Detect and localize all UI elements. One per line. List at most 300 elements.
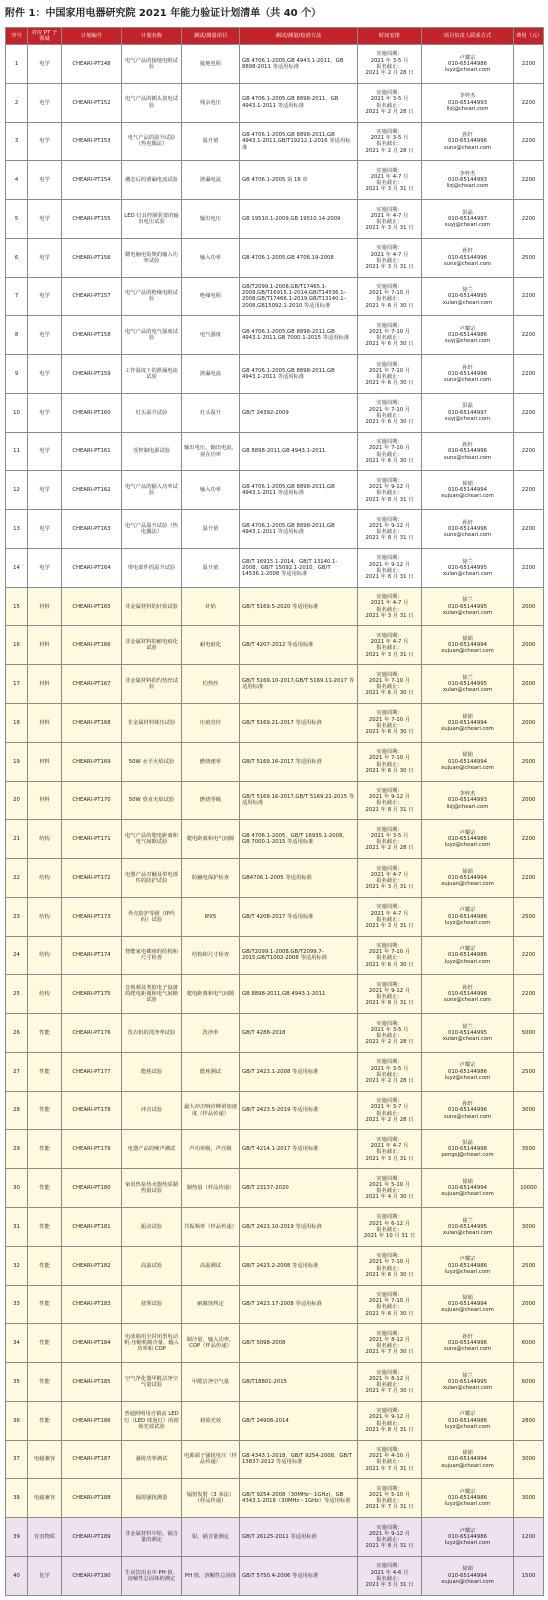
plan-code: CHEARI-PT179	[62, 1130, 122, 1169]
plan-code: CHEARI-PT157	[62, 277, 122, 316]
row-number: 8	[6, 316, 28, 355]
contact-email: luyz@cheari.com	[444, 1501, 491, 1508]
test-method: GB/T 2423.17-2008 等适用标准	[240, 1285, 358, 1324]
contact-cell	[422, 626, 514, 665]
test-method: GB 4706.1-2005,GB 4943.1-2011，GB 8898-2011 等适用标准	[240, 45, 358, 84]
contact-phone: 010-65144994	[448, 1456, 487, 1463]
plan-name: 电气产品的输入功率试验	[122, 471, 182, 510]
contact-person: 徐娟	[462, 713, 473, 720]
fee: 2200	[514, 975, 544, 1014]
header-field: 对应 PT 子领域	[28, 28, 62, 45]
table-row	[6, 1363, 544, 1402]
table-row	[6, 161, 544, 200]
table-row	[6, 432, 544, 471]
schedule-cell	[358, 1169, 422, 1208]
table-row	[6, 1401, 544, 1440]
table-row	[6, 471, 544, 510]
pt-field: 电学	[28, 238, 62, 277]
test-method: GB/T 2423.2-2008 等适用标准	[240, 1246, 358, 1285]
contact-email: xujuan@cheari.com	[441, 726, 494, 732]
contact-cell	[422, 200, 514, 239]
table-row	[6, 1479, 544, 1518]
schedule-line: 实施周期：	[376, 710, 403, 717]
schedule-line: 实施周期：	[376, 1408, 403, 1415]
row-number: 26	[6, 1014, 28, 1053]
contact-phone: 010-65144994	[448, 1184, 487, 1191]
fee: 2000	[514, 781, 544, 820]
plan-name: 带电部件的温升试验	[122, 548, 182, 587]
test-item: 制热量（样品传递）	[182, 1169, 240, 1208]
contact-phone: 010-65144998	[448, 1146, 487, 1153]
fee: 3000	[514, 1207, 544, 1246]
schedule-line: 2021 年 9-12 月	[368, 794, 411, 801]
contact-cell	[422, 122, 514, 161]
plan-name: 普通照明用自镇流 LED 灯（LED 球泡灯）的初始光效试验	[122, 1401, 182, 1440]
contact-cell	[422, 859, 514, 898]
schedule-line: 2021 年 3 月 31 日	[365, 922, 414, 929]
fee: 2200	[514, 355, 544, 394]
fee: 2200	[514, 45, 544, 84]
schedule-line: 报名截止：	[376, 141, 403, 148]
header-item: 测试/测量项目	[182, 28, 240, 45]
contact-email: xujuan@cheari.com	[441, 648, 494, 655]
contact-phone: 010-65144994	[448, 487, 487, 494]
pt-field: 电磁兼容	[28, 1479, 62, 1518]
schedule-line: 2021 年 5-10 月	[368, 1181, 411, 1188]
schedule-line: 实施周期：	[376, 943, 403, 950]
contact-email: xujuan@cheari.com	[441, 1462, 494, 1469]
schedule-line: 2021 年 6 月 30 日	[365, 418, 414, 425]
test-item: 甲醛洁净空气量	[182, 1363, 240, 1402]
schedule-line: 实施周期：	[376, 1524, 403, 1531]
plan-name: 非金属材料的灼热丝试验	[122, 665, 182, 704]
contact-email: sunx@cheari.com	[443, 997, 492, 1004]
schedule-line: 2021 年 9-12 月	[368, 1414, 411, 1421]
contact-cell	[422, 548, 514, 587]
plan-name: 智能家电插座的结构和尺寸检查	[122, 936, 182, 975]
schedule-line: 2021 年 6 月 30 日	[365, 380, 414, 387]
schedule-line: 2021 年 6 月 30 日	[365, 767, 414, 774]
header-schedule: 时间安排	[358, 28, 422, 45]
contact-cell	[422, 936, 514, 975]
row-number: 29	[6, 1130, 28, 1169]
contact-person: 卢耀宗	[459, 1411, 476, 1418]
schedule-cell	[358, 510, 422, 549]
row-number: 40	[6, 1556, 28, 1595]
table-row	[6, 393, 544, 432]
schedule-line: 报名截止：	[376, 335, 403, 342]
contact-cell	[422, 510, 514, 549]
schedule-line: 实施周期：	[376, 284, 403, 291]
fee: 2000	[514, 704, 544, 743]
schedule-cell	[358, 1052, 422, 1091]
schedule-line: 2021 年 4-7 月	[370, 910, 409, 917]
header-code: 计划编号	[62, 28, 122, 45]
contact-person: 彭磊	[462, 209, 473, 216]
schedule-cell	[358, 471, 422, 510]
plan-code: CHEARI-PT166	[62, 626, 122, 665]
schedule-cell	[358, 1363, 422, 1402]
schedule-cell	[358, 704, 422, 743]
plan-name: 电气产品的接地电阻试验	[122, 45, 182, 84]
contact-phone: 010-65144996	[448, 991, 487, 998]
schedule-line: 报名截止：	[376, 1265, 403, 1272]
schedule-line: 报名截止：	[376, 374, 403, 380]
schedule-line: 实施周期：	[376, 1291, 403, 1298]
plan-code: CHEARI-PT178	[62, 1091, 122, 1130]
test-method: GB/T 23137-2020	[240, 1169, 358, 1208]
schedule-line: 实施周期：	[376, 1369, 403, 1376]
test-item: 温升值	[182, 548, 240, 587]
contact-cell	[422, 83, 514, 122]
test-item: 泄漏电流	[182, 355, 240, 394]
contact-email: xujuan@cheari.com	[441, 1307, 494, 1314]
schedule-cell	[358, 355, 422, 394]
test-item: 绝缘电阻	[182, 277, 240, 316]
test-method: GB 4706.1-2005,GB 8898-2011,GB 4943.1-2011,GB 7000.1-2015 等适用标准	[240, 316, 358, 355]
contact-cell	[422, 1207, 514, 1246]
plan-code: CHEARI-PT148	[62, 45, 122, 84]
plan-name: 非金属材料球压试验	[122, 704, 182, 743]
table-row	[6, 355, 544, 394]
contact-cell	[422, 161, 514, 200]
test-method: GB/T 5169.10-2017,GB/T 5169.11-2017 等适用标准	[240, 665, 358, 704]
table-row	[6, 510, 544, 549]
schedule-line: 实施周期：	[376, 1214, 403, 1221]
schedule-line: 2021 年 8 月 31 日	[365, 1426, 414, 1433]
pt-field: 材料	[28, 626, 62, 665]
schedule-line: 报名截止：	[376, 1188, 403, 1195]
row-number: 16	[6, 626, 28, 665]
test-method: GB/T 4207-2012 等适用标准	[240, 626, 358, 665]
schedule-line: 2021 年 2 月 28 日	[365, 147, 414, 154]
contact-phone: 010-65144995	[448, 1223, 487, 1230]
schedule-line: 2021 年 7-10 月	[368, 716, 411, 723]
schedule-line: 实施周期：	[376, 51, 403, 58]
pt-field: 性能	[28, 1091, 62, 1130]
pt-field: 材料	[28, 704, 62, 743]
contact-phone: 010-65144986	[448, 1495, 487, 1502]
plan-name: 非金属材料中铅、镉含量的测定	[122, 1518, 182, 1557]
contact-cell	[422, 238, 514, 277]
contact-phone: 010-65144996	[448, 138, 487, 145]
schedule-cell	[358, 1324, 422, 1363]
plan-name: 工作温度下的泄漏电流试验	[122, 355, 182, 394]
schedule-cell	[358, 1130, 422, 1169]
contact-cell	[422, 432, 514, 471]
pt-field: 性能	[28, 1401, 62, 1440]
contact-cell	[422, 1401, 514, 1440]
contact-email: sunx@cheari.com	[443, 1346, 492, 1353]
schedule-line: 2021 年 3-5 月	[370, 135, 409, 142]
schedule-line: 报名截止：	[376, 180, 403, 187]
contact-phone: 010-65144996	[448, 1107, 487, 1114]
table-header-row	[6, 28, 544, 45]
plan-code: CHEARI-PT171	[62, 820, 122, 859]
schedule-cell	[358, 161, 422, 200]
schedule-line: 2021 年 8 月 31 日	[365, 535, 414, 542]
pt-field: 材料	[28, 665, 62, 704]
schedule-line: 实施周期：	[376, 1253, 403, 1260]
plan-code: CHEARI-PT152	[62, 83, 122, 122]
test-item: 耐腐蚀判定	[182, 1285, 240, 1324]
contact-email: sunx@cheari.com	[443, 1113, 492, 1120]
test-item: 输入功率	[182, 238, 240, 277]
plan-code: CHEARI-PT164	[62, 548, 122, 587]
schedule-line: 实施周期：	[376, 1136, 403, 1143]
contact-cell	[422, 820, 514, 859]
test-method: GB/T 5169.21-2017 等适用标准	[240, 704, 358, 743]
schedule-line: 2021 年 7-10 月	[368, 677, 411, 684]
fee: 2200	[514, 277, 544, 316]
schedule-line: 2021 年 3 月 31 日	[365, 186, 414, 193]
schedule-line: 2021 年 2 月 28 日	[365, 70, 414, 77]
schedule-line: 报名截止：	[376, 296, 403, 303]
fee: 2000	[514, 626, 544, 665]
schedule-line: 2021 年 9-12 月	[368, 484, 411, 491]
schedule-cell	[358, 1091, 422, 1130]
contact-cell	[422, 277, 514, 316]
schedule-line: 2021 年 9-12 月	[368, 1530, 411, 1537]
schedule-line: 报名截止：	[376, 412, 403, 419]
schedule-line: 2021 年 9-12 月	[368, 522, 411, 529]
table-row	[6, 626, 544, 665]
test-method: GB/T 5169.16-2017 等适用标准	[240, 742, 358, 781]
schedule-cell	[358, 781, 422, 820]
contact-phone: 010-65144986	[448, 332, 487, 339]
schedule-line: 2021 年 7-10 月	[368, 445, 411, 452]
row-number: 18	[6, 704, 28, 743]
contact-person: 徐娟	[462, 1178, 473, 1185]
contact-person: 卢耀宗	[459, 907, 476, 914]
schedule-line: 实施周期：	[376, 167, 403, 174]
schedule-line: 报名截止：	[376, 800, 403, 807]
plan-name: 空气净化器甲醛洁净空气量试验	[122, 1363, 182, 1402]
table-row	[6, 45, 544, 84]
schedule-line: 2021 年 6 月 30 日	[365, 457, 414, 464]
fee: 3500	[514, 1130, 544, 1169]
plan-code: CHEARI-PT168	[62, 704, 122, 743]
schedule-line: 报名截止：	[376, 1110, 403, 1117]
contact-cell	[422, 975, 514, 1014]
pt-field: 结构	[28, 859, 62, 898]
contact-cell	[422, 1518, 514, 1557]
row-number: 39	[6, 1518, 28, 1557]
schedule-cell	[358, 238, 422, 277]
fee: 10000	[514, 1169, 544, 1208]
contact-email: luyz@cheari.com	[444, 958, 491, 965]
fee: 2200	[514, 548, 544, 587]
contact-phone: 010-65144996	[448, 254, 487, 261]
schedule-line: 报名截止：	[376, 218, 403, 225]
fee: 2000	[514, 742, 544, 781]
contact-email: xulan@cheari.com	[442, 1036, 493, 1043]
schedule-line: 2021 年 4-7 月	[370, 173, 409, 180]
contact-phone: 010-65144996	[448, 370, 487, 377]
contact-email: xulan@cheari.com	[442, 1229, 493, 1236]
contact-phone: 010-65144986	[448, 1262, 487, 1269]
schedule-cell	[358, 277, 422, 316]
schedule-cell	[358, 316, 422, 355]
contact-cell	[422, 1246, 514, 1285]
schedule-line: 实施周期：	[376, 400, 403, 407]
schedule-line: 2021 年 7-10 月	[368, 290, 411, 297]
fee: 2200	[514, 393, 544, 432]
pt-field: 化学	[28, 1556, 62, 1595]
schedule-line: 2021 年 3-7 月	[370, 1104, 409, 1111]
row-number: 6	[6, 238, 28, 277]
row-number: 20	[6, 781, 28, 820]
contact-cell	[422, 1479, 514, 1518]
plan-code: CHEARI-PT176	[62, 1014, 122, 1053]
plan-code: CHEARI-PT184	[62, 1324, 122, 1363]
schedule-line: 实施周期：	[376, 322, 403, 329]
contact-cell	[422, 471, 514, 510]
contact-email: xulan@cheari.com	[442, 570, 493, 577]
row-number: 32	[6, 1246, 28, 1285]
schedule-line: 2021 年 7-10 月	[368, 1259, 411, 1266]
test-method: GB/T 2423.5-2019 等适用标准	[240, 1091, 358, 1130]
contact-cell	[422, 355, 514, 394]
schedule-cell	[358, 936, 422, 975]
plan-name: 能耗试验	[122, 1052, 182, 1091]
schedule-line: 报名截止：	[376, 451, 403, 458]
contact-person: 徐兰	[462, 558, 473, 565]
pt-field: 性能	[28, 1363, 62, 1402]
plan-code: CHEARI-PT181	[62, 1207, 122, 1246]
schedule-cell	[358, 859, 422, 898]
schedule-line: 实施周期：	[376, 1020, 403, 1027]
plan-code: CHEARI-PT169	[62, 742, 122, 781]
schedule-line: 2021 年 4-7 月	[370, 212, 409, 219]
test-item: 制冷量，输入功率，COP（样品传递）	[182, 1324, 240, 1363]
test-item: 防触电保护检查	[182, 859, 240, 898]
contact-person: 徐兰	[462, 287, 473, 294]
row-number: 30	[6, 1169, 28, 1208]
plan-code: CHEARI-PT182	[62, 1246, 122, 1285]
contact-person: 孙轩	[462, 519, 473, 526]
test-method: GB 4706.1-2005 第 16 章	[240, 161, 358, 200]
plan-name: 50W 垂直火焰试验	[122, 781, 182, 820]
contact-person: 李梓杰	[459, 791, 476, 798]
fee: 2200	[514, 936, 544, 975]
contact-cell	[422, 393, 514, 432]
schedule-line: 2021 年 6 月 30 日	[365, 341, 414, 348]
contact-person: 彭磊	[462, 1140, 473, 1147]
row-number: 22	[6, 859, 28, 898]
contact-phone: 010-65144994	[448, 1572, 487, 1579]
contact-cell	[422, 897, 514, 936]
contact-cell	[422, 1014, 514, 1053]
schedule-cell	[358, 587, 422, 626]
schedule-line: 2021 年 4-7 月	[370, 871, 409, 878]
table-row	[6, 936, 544, 975]
contact-email: xulan@cheari.com	[442, 1385, 493, 1392]
row-number: 34	[6, 1324, 28, 1363]
schedule-line: 报名截止：	[376, 761, 403, 768]
pt-field: 电学	[28, 83, 62, 122]
schedule-line: 实施周期：	[376, 865, 403, 872]
plan-name: 生活饮用水中 PH 值、溶解性总固体的测定	[122, 1556, 182, 1595]
plan-name: 盐雾试验	[122, 1285, 182, 1324]
plan-code: CHEARI-PT167	[62, 665, 122, 704]
contact-email: luyz@cheari.com	[444, 842, 491, 849]
schedule-line: 实施周期：	[376, 129, 403, 135]
contact-person: 彭磊	[462, 403, 473, 410]
test-method: GB/T 4214.1-2017 等适用标准	[240, 1130, 358, 1169]
pt-field: 电学	[28, 432, 62, 471]
test-method: GB/T 2423.1-2008 等适用标准	[240, 1052, 358, 1091]
test-item: 输出电压，输出电流，视在功率	[182, 432, 240, 471]
test-item: 共振频率（样品传递）	[182, 1207, 240, 1246]
test-method: GB/T 4208-2017 等适用标准	[240, 897, 358, 936]
row-number: 15	[6, 587, 28, 626]
contact-email: xujuan@cheari.com	[441, 493, 494, 500]
contact-person: 徐娟	[462, 1450, 473, 1457]
plan-code: CHEARI-PT183	[62, 1285, 122, 1324]
row-number: 35	[6, 1363, 28, 1402]
schedule-line: 2021 年 3-5 月	[370, 1026, 409, 1033]
test-method: GB 4706.1-2005，GB/T 16935.1-2008，GB 7000.1-2015 等适用标准	[240, 820, 358, 859]
contact-phone: 010-65144994	[448, 719, 487, 726]
contact-person: 徐娟	[462, 636, 473, 643]
row-number: 36	[6, 1401, 28, 1440]
pt-field: 电学	[28, 161, 62, 200]
pt-field: 材料	[28, 587, 62, 626]
schedule-line: 2021 年 6 月 30 日	[365, 1310, 414, 1317]
row-number: 5	[6, 200, 28, 239]
schedule-line: 实施周期：	[376, 361, 403, 368]
contact-cell	[422, 1556, 514, 1595]
schedule-line: 2021 年 8-12 月	[368, 1336, 411, 1343]
fee: 2200	[514, 122, 544, 161]
contact-email: luyz@cheari.com	[444, 1423, 491, 1430]
table-row	[6, 1091, 544, 1130]
table-row	[6, 665, 544, 704]
plan-name: 微电脑电饭煲的输入功率试验	[122, 238, 182, 277]
schedule-cell	[358, 1479, 422, 1518]
row-number: 14	[6, 548, 28, 587]
test-item: 接地电阻	[182, 45, 240, 84]
schedule-cell	[358, 1518, 422, 1557]
schedule-line: 2021 年 4-6 月	[370, 1569, 409, 1576]
schedule-line: 报名截止：	[376, 529, 403, 536]
schedule-line: 2021 年 10 月 31 日	[363, 1233, 416, 1240]
schedule-cell	[358, 1014, 422, 1053]
schedule-line: 2021 年 7 月 31 日	[365, 1465, 414, 1472]
schedule-line: 2021 年 7-10 月	[368, 406, 411, 413]
contact-email: luyz@cheari.com	[444, 1540, 491, 1547]
test-method: GB/T18801-2015	[240, 1363, 358, 1402]
test-item: 残余电压	[182, 83, 240, 122]
schedule-line: 报名截止：	[376, 63, 403, 70]
contact-person: 徐兰	[462, 674, 473, 681]
test-method: GB/T 5169.16-2017,GB/T 5169.22-2015 等适用标准	[240, 781, 358, 820]
row-number: 12	[6, 471, 28, 510]
contact-email: pengsj@cheari.com	[441, 1152, 494, 1159]
schedule-line: 报名截止：	[376, 257, 403, 264]
schedule-line: 2021 年 7 月 30 日	[365, 1388, 414, 1395]
contact-phone: 010-65144995	[448, 564, 487, 571]
pt-field: 性能	[28, 1207, 62, 1246]
table-row	[6, 1324, 544, 1363]
row-number: 17	[6, 665, 28, 704]
table-row	[6, 1285, 544, 1324]
pt-field: 电学	[28, 316, 62, 355]
contact-cell	[422, 704, 514, 743]
contact-email: sunx@cheari.com	[443, 144, 492, 151]
contact-cell	[422, 1440, 514, 1479]
